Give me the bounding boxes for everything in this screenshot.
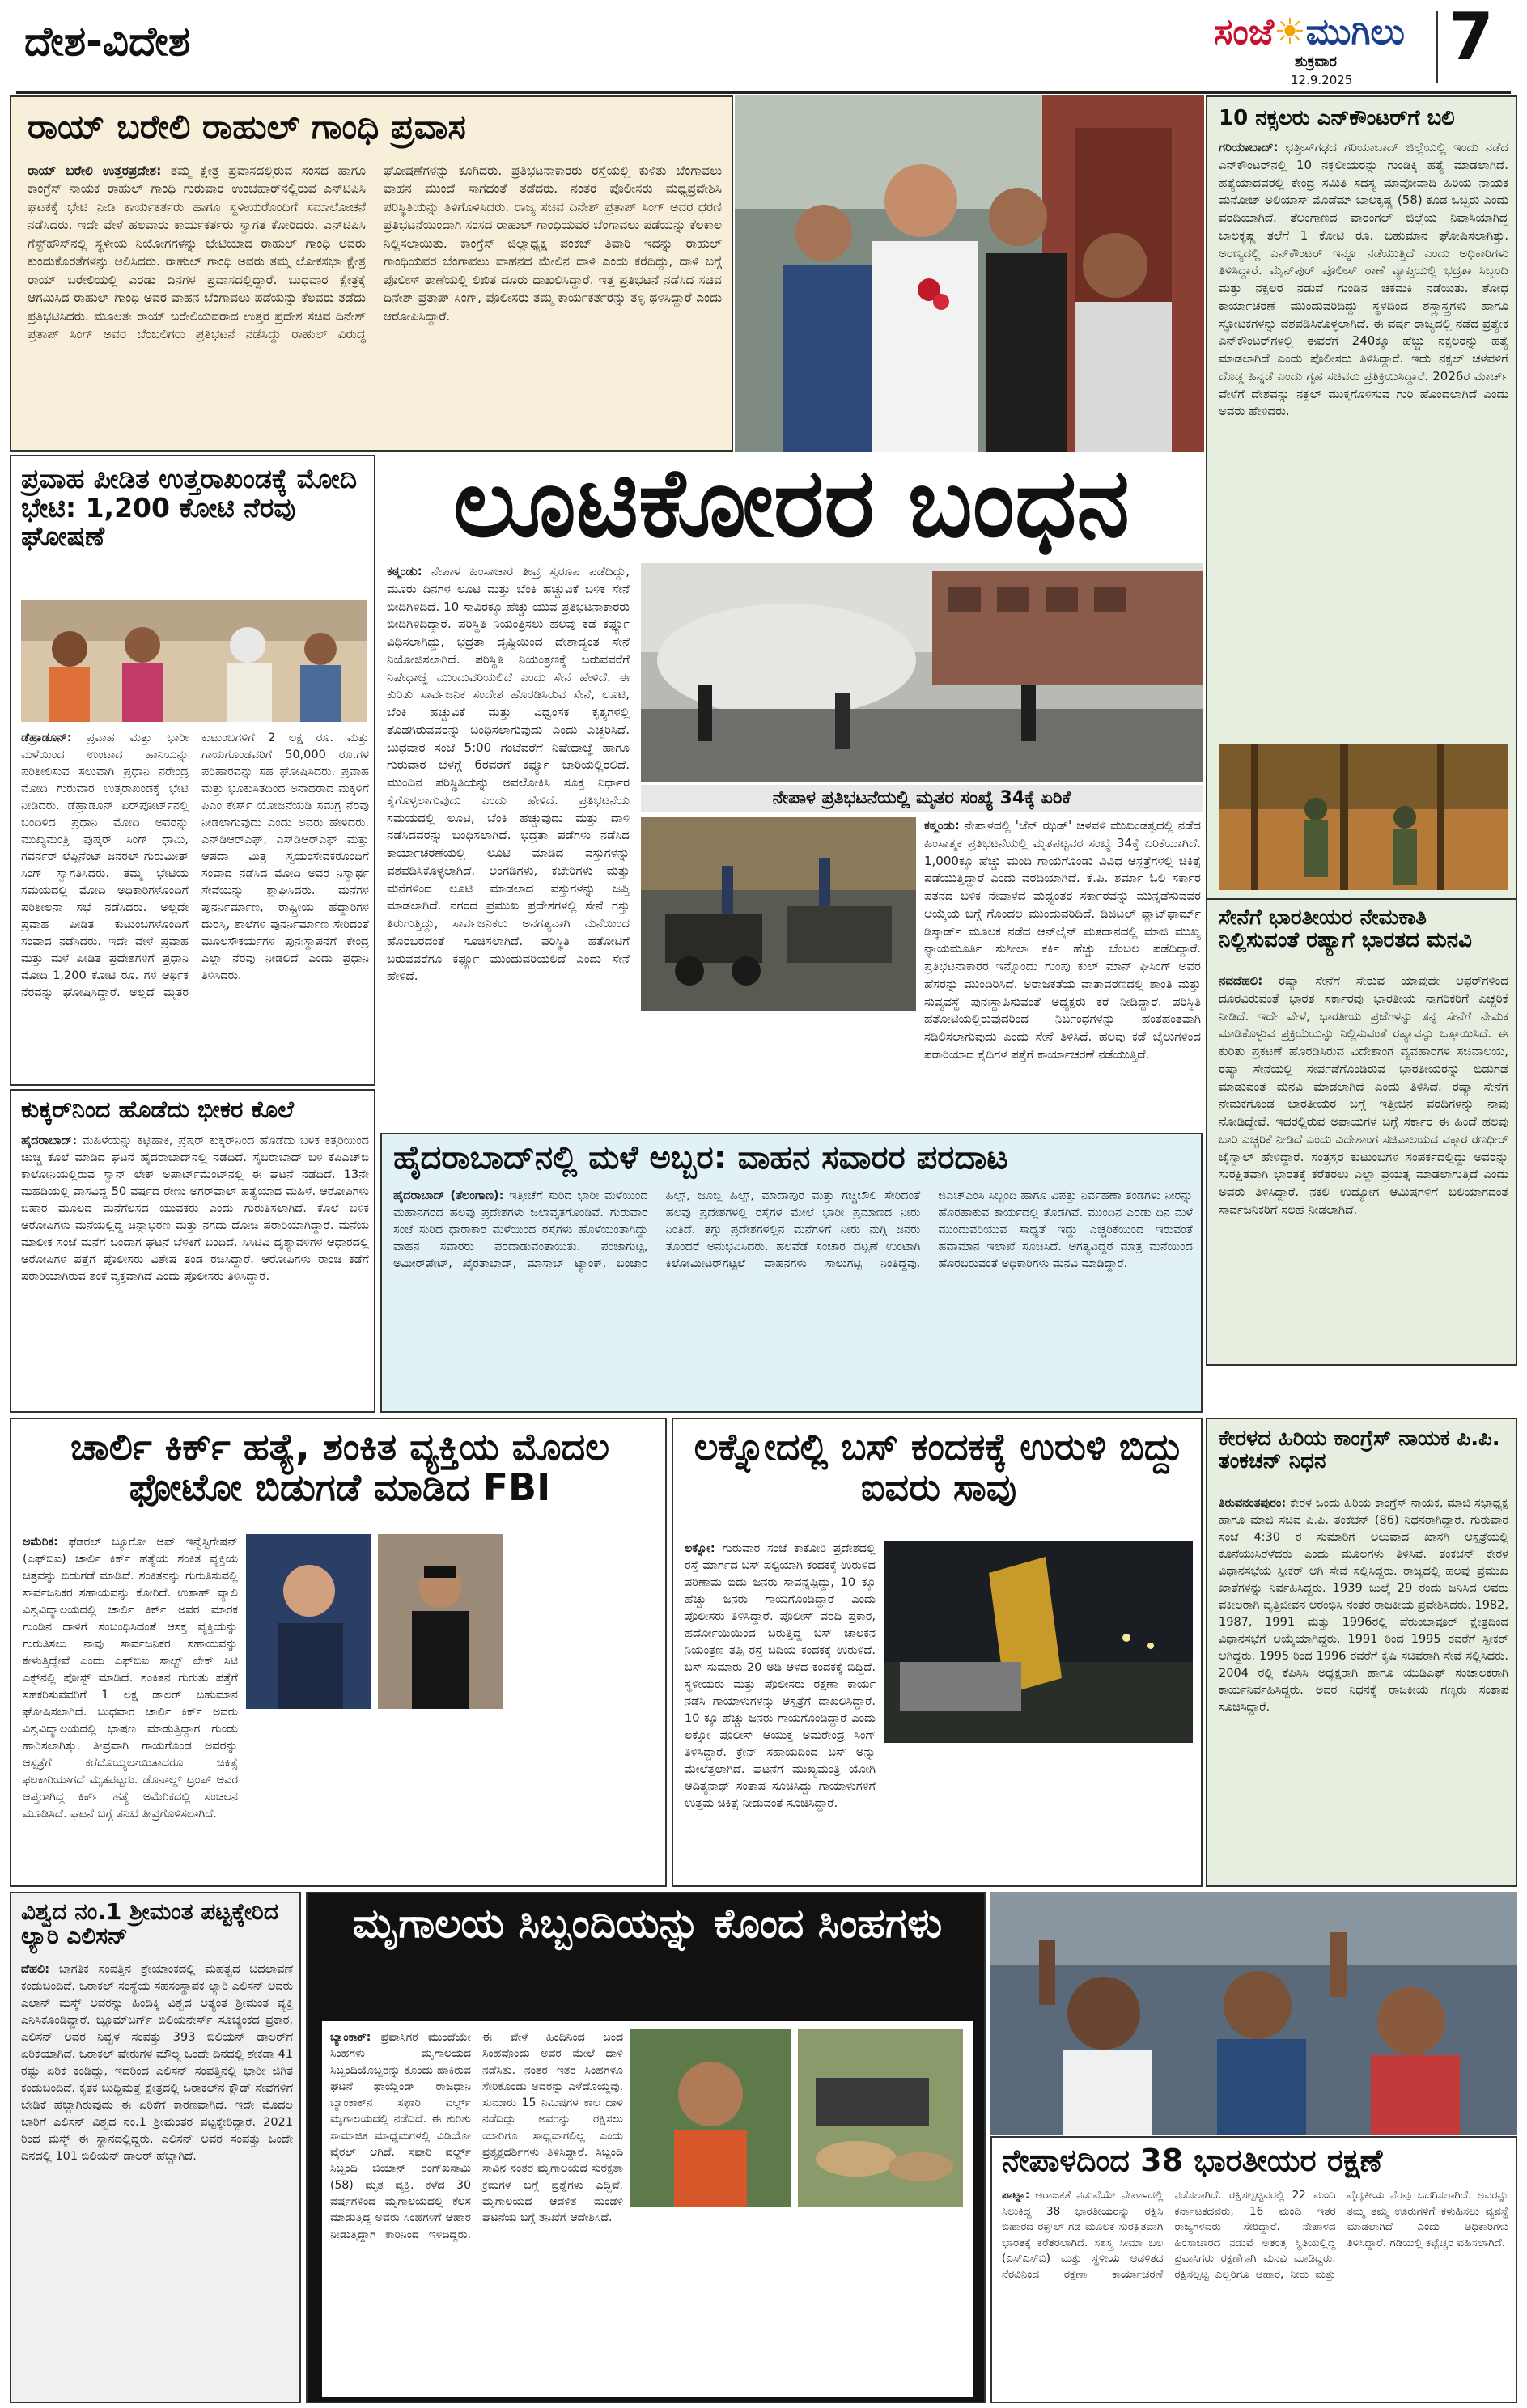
article-modi bbox=[10, 455, 375, 1086]
headline: ವಿಶ್ವದ ನಂ.1 ಶ್ರೀಮಂತ ಪಟ್ಟಕ್ಕೇರಿದ ಲ್ಯಾರಿ ಎಲಿಸನ್ bbox=[21, 1898, 278, 1950]
headline: ಹೈದರಾಬಾದ್‌ನಲ್ಲಿ ಮಳೆ ಅಬ್ಬರ: ವಾಹನ ಸವಾರರ ಪರದಾಟ bbox=[393, 1139, 1008, 1176]
article-zoo bbox=[306, 1892, 986, 2403]
headline-lead: ಲೂಟಿಕೋರರ ಬಂಧನ bbox=[453, 455, 1130, 558]
headline: ಪ್ರವಾಹ ಪೀಡಿತ ಉತ್ತರಾಖಂಡಕ್ಕೆ ಮೋದಿ ಭೇಟಿ: 1,200 ಕೋಟಿ ನೆರವು ಘೋಷಣೆ bbox=[21, 463, 358, 553]
article-ellison bbox=[10, 1892, 301, 2403]
issue-day: ಶುಕ್ರವಾರ bbox=[1295, 53, 1337, 70]
dateline: ಪಾಟ್ನಾ: bbox=[1002, 2189, 1030, 2202]
article-body: ತಿರುವನಂತಪುರಂ: ಕೇರಳ ಒಂದು ಹಿರಿಯ ಕಾಂಗ್ರೆಸ್ ನಾಯಕ, ಮಾಜಿ ಸಭಾಧ್ಯಕ್ಷ ಹಾಗೂ ಮಾಜಿ ಸಚಿವ ಪಿ.ಪಿ. ತಂಕಚನ್ (86) ನಿಧನರಾಗಿದ್ದಾರೆ. ಗುರುವಾರ ಸಂಜೆ 4:30 ರ ಸುಮಾರಿಗೆ ಅಲುವಾದ ಖಾಸಗಿ ಆಸ್ಪತ್ರೆಯಲ್ಲಿ ಕೊನೆಯುಸಿರೆಳೆದರು ಎಂದು ಮೂಲಗಳು ತಿಳಿಸಿವೆ. ತಂಕಚನ್ ಕೇರಳ ವಿಧಾನಸಭೆಯ ಸ್ಪೀಕರ್ ಆಗಿ ಸೇವೆ ಸಲ್ಲಿಸಿದ್ದರು. ರಾಜ್ಯದಲ್ಲಿ ಹಲವು ಪ್ರಮುಖ ಖಾತೆಗಳನ್ನು ನಿರ್ವಹಿಸಿದ್ದರು. 1939 ಜುಲೈ 29 ರಂದು ಜನಿಸಿದ ಅವರು ವಕೀಲರಾಗಿ ವೃತ್ತಿಜೀವನ ಆರಂಭಿಸಿ ನಂತರ ರಾಜಕೀಯ ಪ್ರವೇಶಿಸಿದರು. 1982, 1987, 1991 ಮತ್ತು 1996ರಲ್ಲಿ ಪೆರುಂಬಾವೂರ್ ಕ್ಷೇತ್ರದಿಂದ ವಿಧಾನಸಭೆಗೆ ಆಯ್ಕೆಯಾಗಿದ್ದರು. 1991 ರಿಂದ 1995 ರವರೆಗೆ ಸ್ಪೀಕರ್ ಆಗಿದ್ದರು. 1995 ರಿಂದ 1996 ರವರೆಗೆ ಕೃಷಿ ಸಚಿವರಾಗಿ ಸೇವೆ ಸಲ್ಲಿಸಿದರು. 2004 ರಲ್ಲಿ ಕೆಪಿಸಿಸಿ ಅಧ್ಯಕ್ಷರಾಗಿ ಹಾಗೂ ಯುಡಿಎಫ್ ಸಂಚಾಲಕರಾಗಿ ಕಾರ್ಯನಿರ್ವಹಿಸಿದ್ದರು. ಅವರ ನಿಧನಕ್ಕೆ ರಾಜಕೀಯ ಗಣ್ಯರು ಸಂತಾಪ ಸೂಚಿಸಿದ್ದಾರೆ. bbox=[1219, 1497, 1508, 1715]
article-rescue bbox=[990, 2136, 1517, 2403]
right-column bbox=[1206, 95, 1517, 1366]
dateline: ತಿರುವನಂತಪುರಂ: bbox=[1219, 1497, 1287, 1510]
photo-bus-accident bbox=[884, 1541, 1193, 1743]
article-body: ರಾಯ್ ಬರೇಲಿ ಉತ್ತರಪ್ರದೇಶ: ತಮ್ಮ ಕ್ಷೇತ್ರ ಪ್ರವಾಸದಲ್ಲಿರುವ ಸಂಸದ ಹಾಗೂ ಕಾಂಗ್ರೆಸ್ ನಾಯಕ ರಾಹುಲ್ ಗಾಂಧಿ ಗುರುವಾರ ಉಂಚಹಾರ್‌ನಲ್ಲಿರುವ ಎನ್‌ಟಿಪಿಸಿ ಘಟಕಕ್ಕೆ ಭೇಟಿ ನೀಡಿ ಕಾರ್ಯಕರ್ತರು ಹಾಗೂ ಸ್ಥಳೀಯರೊಂದಿಗೆ ಸಮಾಲೋಚನೆ ನಡೆಸಿದರು. ಇದೇ ವೇಳೆ ಹಲವಾರು ಕಾರ್ಯಕರ್ತರು ಸ್ವಾಗತ ಕೋರಿದರು. ಎನ್‌ಟಿಪಿಸಿ ಗೆಸ್ಟ್‌ಹೌಸ್‌ನಲ್ಲಿ ಸ್ಥಳೀಯ ನಿಯೋಗಗಳನ್ನು ಭೇಟಿಯಾದ ರಾಹುಲ್ ಗಾಂಧಿ ಅವರು ಕುಂದುಕೊರತೆಗಳನ್ನು ಆಲಿಸಿದರು. ರಾಹುಲ್ ಗಾಂಧಿ ಅವರು ತಮ್ಮ ಲೋಕಸಭಾ ಕ್ಷೇತ್ರ ರಾಯ್ ಬರೇಲಿಯಲ್ಲಿ ಎರಡು ದಿನಗಳ ಪ್ರವಾಸದಲ್ಲಿದ್ದಾರೆ. ಬುಧವಾರ ಕ್ಷೇತ್ರಕ್ಕೆ ಆಗಮಿಸಿದ ರಾಹುಲ್ ಗಾಂಧಿ ಅವರ ವಾಹನ ಬೆಂಗಾವಲು ಪಡೆಯನ್ನು ಕೆಲವರು ತಡೆದು ಪ್ರತಿಭಟಿಸಿದರು. ಮೂಲತಃ ರಾಯ್ ಬರೇಲಿಯವರಾದ ಉತ್ತರ ಪ್ರದೇಶ ಸಚಿವ ದಿನೇಶ್ ಪ್ರತಾಪ್ ಸಿಂಗ್ ಅವರ ಬೆಂಬಲಿಗರು ಪ್ರತಿಭಟನೆ ನಡೆಸಿದ್ದು ರಾಹುಲ್ ವಿರುದ್ಧ ಘೋಷಣೆಗಳನ್ನು ಕೂಗಿದರು. ಪ್ರತಿಭಟನಾಕಾರರು ರಸ್ತೆಯಲ್ಲಿ ಕುಳಿತು ಬೆಂಗಾವಲು ವಾಹನ ಮುಂದೆ ಸಾಗದಂತೆ ತಡೆದರು. ನಂತರ ಪೊಲೀಸರು ಮಧ್ಯಪ್ರವೇಶಿಸಿ ಪರಿಸ್ಥಿತಿಯನ್ನು ತಿಳಿಗೊಳಿಸಿದರು. ರಾಜ್ಯ ಸಚಿವ ದಿನೇಶ್ ಪ್ರತಾಪ್ ಸಿಂಗ್ ಅವರ ಧರಣಿ ಪ್ರತಿಭಟನೆಯಿಂದಾಗಿ ಸಂಸದ ರಾಹುಲ್ ಗಾಂಧಿಯವರ ಬೆಂಗಾವಲು ಪಡೆಯನ್ನು ಕೆಲಕಾಲ ನಿಲ್ಲಿಸಲಾಯಿತು. ಕಾಂಗ್ರೆಸ್ ಜಿಲ್ಲಾಧ್ಯಕ್ಷ ಪಂಕಜ್ ತಿವಾರಿ ಇದನ್ನು ರಾಹುಲ್ ಗಾಂಧಿಯವರ ಬೆಂಗಾವಲು ವಾಹನದ ಮೇಲಿನ ದಾಳಿ ಎಂದು ಕರೆದಿದ್ದು, ದಾಳಿ ಬಗ್ಗೆ ಪೊಲೀಸ್ ಠಾಣೆಯಲ್ಲಿ ಲಿಖಿತ ದೂರು ದಾಖಲಿಸಿದ್ದಾರೆ. ಇತ್ತ ಪ್ರತಿಭಟನೆ ನಡೆಸಿದ ಸಚಿವ ದಿನೇಶ್ ಪ್ರತಾಪ್ ಸಿಂಗ್, ಪೊಲೀಸರು ತಮ್ಮ ಕಾರ್ಯಕರ್ತರನ್ನು ತಳ್ಳಿ ಥಳಿಸಿದ್ದಾರೆ ಎಂದು ಆರೋಪಿಸಿದ್ದಾರೆ. bbox=[28, 163, 722, 342]
headline-army: ಸೇನೆಗೆ ಭಾರತೀಯರ ನೇಮಕಾತಿ ನಿಲ್ಲಿಸುವಂತೆ ರಷ್ಯಾಗೆ ಭಾರತದ ಮನವಿ bbox=[1219, 905, 1472, 953]
article-body: ಪಾಟ್ನಾ: ಅರಾಜಕತೆ ನಡುವೆಯೇ ನೇಪಾಳದಲ್ಲಿ ಸಿಲುಕಿದ್ದ 38 ಭಾರತೀಯರನ್ನು ರಕ್ಷಿಸಿ ಬಿಹಾರದ ರಕ್ಸೌಲ್ ಗಡಿ ಮೂಲಕ ಸುರಕ್ಷಿತವಾಗಿ ಭಾರತಕ್ಕೆ ಕರೆತರಲಾಗಿದೆ. ಸಶಸ್ತ್ರ ಸೀಮಾ ಬಲ (ಎಸ್‌ಎಸ್‌ಬಿ) ಮತ್ತು ಸ್ಥಳೀಯ ಆಡಳಿತದ ನೆರವಿನಿಂದ ರಕ್ಷಣಾ ಕಾರ್ಯಾಚರಣೆ ನಡೆಸಲಾಗಿದೆ. ರಕ್ಷಿಸಲ್ಪಟ್ಟವರಲ್ಲಿ 22 ಮಂದಿ ಕರ್ನಾಟಕದವರು, 16 ಮಂದಿ ಇತರ ರಾಜ್ಯಗಳವರು ಸೇರಿದ್ದಾರೆ. ನೇಪಾಳದ ಹಿಂಸಾಚಾರದ ನಡುವೆ ಅತಂತ್ರ ಸ್ಥಿತಿಯಲ್ಲಿದ್ದ ಪ್ರವಾಸಿಗರು ರಕ್ಷಣೆಗಾಗಿ ಮನವಿ ಮಾಡಿದ್ದರು. ರಕ್ಷಿಸಲ್ಪಟ್ಟ ಎಲ್ಲರಿಗೂ ಆಹಾರ, ನೀರು ಮತ್ತು ವೈದ್ಯಕೀಯ ನೆರವು ಒದಗಿಸಲಾಗಿದೆ. ಅವರನ್ನು ತಮ್ಮ ತಮ್ಮ ಊರುಗಳಿಗೆ ಕಳುಹಿಸಲು ವ್ಯವಸ್ಥೆ ಮಾಡಲಾಗಿದೆ ಎಂದು ಅಧಿಕಾರಿಗಳು ತಿಳಿಸಿದ್ದಾರೆ. ಗಡಿಯಲ್ಲಿ ಕಟ್ಟೆಚ್ಚರ ವಹಿಸಲಾಗಿದೆ. bbox=[1002, 2189, 1508, 2281]
headline: ಚಾರ್ಲಿ ಕಿರ್ಕ್ ಹತ್ಯೆ, ಶಂಕಿತ ವ್ಯಕ್ತಿಯ ಮೊದಲ ಫೋಟೋ ಬಿಡುಗಡೆ ಮಾಡಿದ FBI bbox=[70, 1425, 610, 1509]
masthead-divider bbox=[1436, 11, 1438, 83]
headline: ಕೇರಳದ ಹಿರಿಯ ಕಾಂಗ್ರೆಸ್ ನಾಯಕ ಪಿ.ಪಿ. ತಂಕಚನ್ ನಿಧನ bbox=[1219, 1427, 1500, 1474]
photo-fbi-suspect bbox=[246, 1534, 503, 1709]
article-body-nepal: ಕಠ್ಮಂಡು: ನೇಪಾಳ ಹಿಂಸಾಚಾರ ತೀವ್ರ ಸ್ವರೂಪ ಪಡೆದಿದ್ದು, ಮೂರು ದಿನಗಳ ಲೂಟಿ ಮತ್ತು ಬೆಂಕಿ ಹಚ್ಚುವಿಕೆ ಬಳಿಕ ಸೇನೆ ಬೀದಿಗಿಳಿದಿದೆ. 10 ಸಾವಿರಕ್ಕೂ ಹೆಚ್ಚು ಯುವ ಪ್ರತಿಭಟನಾಕಾರರು ಬೀದಿಗಿಳಿದಿದ್ದಾರೆ. ಪರಿಸ್ಥಿತಿ ನಿಯಂತ್ರಿಸಲು ಹಲವು ಕಡೆ ಕರ್ಫ್ಯೂ ವಿಧಿಸಲಾಗಿದ್ದು, ಭದ್ರತಾ ದೃಷ್ಟಿಯಿಂದ ದೇಶಾದ್ಯಂತ ಸೇನೆ ನಿಯೋಜಿಸಲಾಗಿದೆ. ಪರಿಸ್ಥಿತಿ ನಿಯಂತ್ರಣಕ್ಕೆ ಬರುವವರೆಗೆ ನಿಷೇಧಾಜ್ಞೆ ಮುಂದುವರಿಯಲಿದೆ ಎಂದು ಸೇನೆ ಹೇಳಿದೆ. ಈ ಕುರಿತು ಸಾರ್ವಜನಿಕ ಸಂದೇಶ ಹೊರಡಿಸಿರುವ ಸೇನೆ, ಲೂಟಿ, ಬೆಂಕಿ ಹಚ್ಚುವಿಕೆ ಮತ್ತು ವಿಧ್ವಂಸಕ ಕೃತ್ಯಗಳಲ್ಲಿ ತೊಡಗಿರುವವರನ್ನು ಬಂಧಿಸಲಾಗುವುದು ಎಂದು ಎಚ್ಚರಿಸಿದೆ. ಬುಧವಾರ ಸಂಜೆ 5:00 ಗಂಟೆವರೆಗೆ ನಿಷೇಧಾಜ್ಞೆ ಹಾಗೂ ಗುರುವಾರ ಬೆಳಗ್ಗೆ 6ರವರೆಗೆ ಕರ್ಫ್ಯೂ ಜಾರಿಯಲ್ಲಿರಲಿದೆ. ಮುಂದಿನ ಪರಿಸ್ಥಿತಿಯನ್ನು ಅವಲೋಕಿಸಿ ಸೂಕ್ತ ನಿರ್ಧಾರ ಕೈಗೊಳ್ಳಲಾಗುವುದು ಎಂದು ಹೇಳಿದೆ. ಪ್ರತಿಭಟನೆಯ ಸಮಯದಲ್ಲಿ ಲೂಟಿ, ಬೆಂಕಿ ಹಚ್ಚುವುದು ಮತ್ತು ದಾಳಿ ನಡೆಸಿದವರನ್ನು ಬಂಧಿಸಲಾಗಿದೆ. ಭದ್ರತಾ ಪಡೆಗಳು ನಡೆಸಿದ ಕಾರ್ಯಾಚರಣೆಯಲ್ಲಿ ಲೂಟಿ ಮಾಡಿದ ವಸ್ತುಗಳನ್ನು ವಶಪಡಿಸಿಕೊಳ್ಳಲಾಗಿದೆ. ಅಂಗಡಿಗಳು, ಕಚೇರಿಗಳು ಮತ್ತು ಮನೆಗಳಿಂದ ಲೂಟಿ ಮಾಡಲಾದ ವಸ್ತುಗಳನ್ನು ಜಪ್ತಿ ಮಾಡಲಾಗಿದೆ. ನಗರದ ಪ್ರಮುಖ ಪ್ರದೇಶಗಳಲ್ಲಿ ಸೇನೆ ಗಸ್ತು ತಿರುಗುತ್ತಿದ್ದು, ಸಾರ್ವಜನಿಕರು ಅನಗತ್ಯವಾಗಿ ಮನೆಯಿಂದ ಹೊರಬರದಂತೆ ಸೂಚಿಸಲಾಗಿದೆ. ಪರಿಸ್ಥಿತಿ ಹತೋಟಿಗೆ ಬರುವವರೆಗೂ ಕರ್ಫ್ಯೂ ಮುಂದುವರಿಯಲಿದೆ ಎಂದು ಸೇನೆ ಹೇಳಿದೆ. bbox=[387, 564, 630, 984]
photo-rescued-indians bbox=[990, 1892, 1517, 2135]
section-title: ದೇಶ-ವಿದೇಶ bbox=[24, 18, 191, 65]
headline: ರಾಯ್ ಬರೇಲಿ ರಾಹುಲ್ ಗಾಂಧಿ ಪ್ರವಾಸ bbox=[28, 107, 466, 146]
newspaper-logo bbox=[1214, 11, 1432, 86]
page-number: 7 bbox=[1449, 5, 1494, 70]
dateline: ಕಠ್ಮಂಡು: bbox=[924, 818, 960, 833]
logo-second: ಮುಗಿಲು bbox=[1305, 11, 1406, 53]
article-body: ಬ್ಯಾಂಕಾಕ್: ಪ್ರವಾಸಿಗರ ಮುಂದೆಯೇ ಸಿಂಹಗಳು ಮೃಗಾಲಯದ ಸಿಬ್ಬಂದಿಯೊಬ್ಬರನ್ನು ಕೊಂದು ಹಾಕಿರುವ ಘಟನೆ ಥಾಯ್ಲೆಂಡ್ ರಾಜಧಾನಿ ಬ್ಯಾಂಕಾಕ್‌ನ ಸಫಾರಿ ವರ್ಲ್ಡ್ ಮೃಗಾಲಯದಲ್ಲಿ ನಡೆದಿದೆ. ಈ ಕುರಿತು ಸಾಮಾಜಿಕ ಮಾಧ್ಯಮಗಳಲ್ಲಿ ವಿಡಿಯೋ ವೈರಲ್ ಆಗಿದೆ. ಸಫಾರಿ ವರ್ಲ್ಡ್ ಸಿಬ್ಬಂದಿ ಜಿಯಾನ್ ರಂಗ್‌ಖಸಾಮಿ (58) ಮೃತ ವ್ಯಕ್ತಿ. ಕಳೆದ 30 ವರ್ಷಗಳಿಂದ ಮೃಗಾಲಯದಲ್ಲಿ ಕೆಲಸ ಮಾಡುತ್ತಿದ್ದ ಅವರು ಸಿಂಹಗಳಿಗೆ ಆಹಾರ ನೀಡುತ್ತಿದ್ದಾಗ ಕಾರಿನಿಂದ ಇಳಿದಿದ್ದರು. ಈ ವೇಳೆ ಹಿಂದಿನಿಂದ ಬಂದ ಸಿಂಹವೊಂದು ಅವರ ಮೇಲೆ ದಾಳಿ ನಡೆಸಿತು. ನಂತರ ಇತರ ಸಿಂಹಗಳೂ ಸೇರಿಕೊಂಡು ಅವರನ್ನು ಎಳೆದೊಯ್ದವು. ಸುಮಾರು 15 ನಿಮಿಷಗಳ ಕಾಲ ದಾಳಿ ನಡೆದಿದ್ದು ಅವರನ್ನು ರಕ್ಷಿಸಲು ಯಾರಿಗೂ ಸಾಧ್ಯವಾಗಲಿಲ್ಲ ಎಂದು ಪ್ರತ್ಯಕ್ಷದರ್ಶಿಗಳು ತಿಳಿಸಿದ್ದಾರೆ. ಸಿಬ್ಬಂದಿ ಸಾವಿನ ನಂತರ ಮೃಗಾಲಯದ ಸುರಕ್ಷತಾ ಕ್ರಮಗಳ ಬಗ್ಗೆ ಪ್ರಶ್ನೆಗಳು ಎದ್ದಿವೆ. ಮೃಗಾಲಯದ ಆಡಳಿತ ಮಂಡಳಿ ಘಟನೆಯ ಬಗ್ಗೆ ತನಿಖೆಗೆ ಆದೇಶಿಸಿದೆ. bbox=[330, 2031, 623, 2241]
masthead-rule bbox=[16, 91, 1511, 94]
article-body: ಡೆಹ್ರಾಡೂನ್: ಪ್ರವಾಹ ಮತ್ತು ಭಾರೀ ಮಳೆಯಿಂದ ಉಂಟಾದ ಹಾನಿಯನ್ನು ಪರಿಶೀಲಿಸುವ ಸಲುವಾಗಿ ಪ್ರಧಾನಿ ನರೇಂದ್ರ ಮೋದಿ ಗುರುವಾರ ಉತ್ತರಾಖಂಡಕ್ಕೆ ಭೇಟಿ ನೀಡಿದರು. ಡೆಹ್ರಾಡೂನ್ ಏರ್‌ಪೋರ್ಟ್‌ನಲ್ಲಿ ಬಂದಿಳಿದ ಪ್ರಧಾನಿ ಮೋದಿ ಅವರನ್ನು ಮುಖ್ಯಮಂತ್ರಿ ಪುಷ್ಕರ್ ಸಿಂಗ್ ಧಾಮಿ, ಗವರ್ನರ್ ಲೆಫ್ಟಿನೆಂಟ್ ಜನರಲ್ ಗುರುಮೀತ್ ಸಿಂಗ್ ಸ್ವಾಗತಿಸಿದರು. ತಮ್ಮ ಭೇಟಿಯ ಸಮಯದಲ್ಲಿ ಮೋದಿ ಅಧಿಕಾರಿಗಳೊಂದಿಗೆ ಪರಿಶೀಲನಾ ಸಭೆ ನಡೆಸಿದರು. ಅಲ್ಲದೇ ಪ್ರವಾಹ ಪೀಡಿತ ಕುಟುಂಬಗಳೊಂದಿಗೆ ಸಂವಾದ ನಡೆಸಿದರು. ಇದೇ ವೇಳೆ ಪ್ರವಾಹ ಮತ್ತು ಮಳೆ ಪೀಡಿತ ಪ್ರದೇಶಗಳಿಗೆ ಪ್ರಧಾನಿ ಮೋದಿ 1,200 ಕೋಟಿ ರೂ. ಗಳ ಆರ್ಥಿಕ ನೆರವನ್ನು ಘೋಷಿಸಿದ್ದಾರೆ. ಅಲ್ಲದೆ ಮೃತರ ಕುಟುಂಬಗಳಿಗೆ 2 ಲಕ್ಷ ರೂ. ಮತ್ತು ಗಾಯಗೊಂಡವರಿಗೆ 50,000 ರೂ.ಗಳ ಪರಿಹಾರವನ್ನು ಸಹ ಘೋಷಿಸಿದರು. ಪ್ರವಾಹ ಮತ್ತು ಭೂಕುಸಿತದಿಂದ ಅನಾಥರಾದ ಮಕ್ಕಳಿಗೆ ಪಿಎಂ ಕೇರ್ಸ್ ಯೋಜನೆಯಡಿ ಸಮಗ್ರ ನೆರವು ನೀಡಲಾಗುವುದು ಎಂದು ಅವರು ಹೇಳಿದರು. ಎನ್‌ಡಿಆರ್‌ಎಫ್, ಎಸ್‌ಡಿಆರ್‌ಎಫ್ ಮತ್ತು ಆಪದಾ ಮಿತ್ರ ಸ್ವಯಂಸೇವಕರೊಂದಿಗೆ ಸಂವಾದ ನಡೆಸಿದ ಮೋದಿ ಅವರ ನಿಸ್ವಾರ್ಥ ಸೇವೆಯನ್ನು ಶ್ಲಾಘಿಸಿದರು. ಮನೆಗಳ ಪುನರ್ನಿರ್ಮಾಣ, ರಾಷ್ಟ್ರೀಯ ಹೆದ್ದಾರಿಗಳ ದುರಸ್ತಿ, ಶಾಲೆಗಳ ಪುನರ್ನಿರ್ಮಾಣ ಸೇರಿದಂತೆ ಮೂಲಸೌಕರ್ಯಗಳ ಪುನಃಸ್ಥಾಪನೆಗೆ ಕೇಂದ್ರ ಎಲ್ಲಾ ನೆರವು ನೀಡಲಿದೆ ಎಂದು ಪ್ರಧಾನಿ ತಿಳಿಸಿದರು. bbox=[21, 731, 369, 1000]
article-fbi bbox=[10, 1418, 667, 1887]
article-hyd-rain bbox=[380, 1133, 1203, 1413]
photo-nepal-protest bbox=[641, 563, 1203, 782]
article-lucknow bbox=[672, 1418, 1203, 1887]
issue-date: 12.9.2025 bbox=[1291, 73, 1353, 86]
logo-main: ಸಂಜೆ bbox=[1214, 11, 1275, 53]
headline-encounter: 10 ನಕ್ಸಲರು ಎನ್‌ಕೌಂಟರ್‌ಗೆ ಬಲಿ bbox=[1219, 106, 1455, 130]
article-body: ಅಮೆರಿಕ: ಫೆಡರಲ್ ಬ್ಯೂರೋ ಆಫ್ ಇನ್ವೆಸ್ಟಿಗೇಷನ್ (ಎಫ್‌ಬಿಐ) ಚಾರ್ಲಿ ಕಿರ್ಕ್ ಹತ್ಯೆಯ ಶಂಕಿತ ವ್ಯಕ್ತಿಯ ಚಿತ್ರವನ್ನು ಬಿಡುಗಡೆ ಮಾಡಿದೆ. ಶಂಕಿತನನ್ನು ಗುರುತಿಸುವಲ್ಲಿ ಸಾರ್ವಜನಿಕರ ಸಹಾಯವನ್ನು ಕೋರಿದೆ. ಉತಾಹ್ ವ್ಯಾಲಿ ವಿಶ್ವವಿದ್ಯಾಲಯದಲ್ಲಿ ಚಾರ್ಲಿ ಕಿರ್ಕ್ ಅವರ ಮಾರಕ ಗುಂಡಿನ ದಾಳಿಗೆ ಸಂಬಂಧಿಸಿದಂತೆ ಆಸಕ್ತ ವ್ಯಕ್ತಿಯನ್ನು ಗುರುತಿಸಲು ನಾವು ಸಾರ್ವಜನಿಕರ ಸಹಾಯವನ್ನು ಕೇಳುತ್ತಿದ್ದೇವೆ ಎಂದು ಎಫ್‌ಬಿಐ ಸಾಲ್ಟ್ ಲೇಕ್ ಸಿಟಿ ಎಕ್ಸ್‌ನಲ್ಲಿ ಪೋಸ್ಟ್ ಮಾಡಿದೆ. ಶಂಕಿತನ ಗುರುತು ಪತ್ತೆಗೆ ಸಹಕರಿಸುವವರಿಗೆ 1 ಲಕ್ಷ ಡಾಲರ್ ಬಹುಮಾನ ಘೋಷಿಸಲಾಗಿದೆ. ಬುಧವಾರ ಚಾರ್ಲಿ ಕಿರ್ಕ್ ಅವರು ವಿಶ್ವವಿದ್ಯಾಲಯದಲ್ಲಿ ಭಾಷಣ ಮಾಡುತ್ತಿದ್ದಾಗ ಗುಂಡು ಹಾರಿಸಲಾಗಿತ್ತು. ತೀವ್ರವಾಗಿ ಗಾಯಗೊಂಡ ಅವರನ್ನು ಆಸ್ಪತ್ರೆಗೆ ಕರೆದೊಯ್ಯಲಾಯಿತಾದರೂ ಚಿಕಿತ್ಸೆ ಫಲಕಾರಿಯಾಗದೆ ಮೃತಪಟ್ಟರು. ಡೊನಾಲ್ಡ್ ಟ್ರಂಪ್ ಅವರ ಆಪ್ತರಾಗಿದ್ದ ಕಿರ್ಕ್ ಹತ್ಯೆ ಅಮೆರಿಕದಲ್ಲಿ ಸಂಚಲನ ಮೂಡಿಸಿದೆ. ಘಟನೆ ಬಗ್ಗೆ ತನಿಖೆ ತೀವ್ರಗೊಳಿಸಲಾಗಿದೆ. bbox=[23, 1536, 239, 1821]
article-body-nepal-deaths: ಕಠ್ಮಂಡು: ನೇಪಾಳದಲ್ಲಿ 'ಜೆನ್ ಝಡ್' ಚಳವಳಿ ಮುಖಂಡತ್ವದಲ್ಲಿ ನಡೆದ ಹಿಂಸಾತ್ಮಕ ಪ್ರತಿಭಟನೆಯಲ್ಲಿ ಮೃತಪಟ್ಟವರ ಸಂಖ್ಯೆ 34ಕ್ಕೆ ಏರಿಕೆಯಾಗಿದೆ. 1,000ಕ್ಕೂ ಹೆಚ್ಚು ಮಂದಿ ಗಾಯಗೊಂಡು ವಿವಿಧ ಆಸ್ಪತ್ರೆಗಳಲ್ಲಿ ಚಿಕಿತ್ಸೆ ಪಡೆಯುತ್ತಿದ್ದಾರೆ ಎಂದು ವರದಿಯಾಗಿದೆ. ಕೆ.ಪಿ. ಶರ್ಮಾ ಓಲಿ ಸರ್ಕಾರ ಪತನದ ಬಳಿಕ ನೇಪಾಳದ ಮಧ್ಯಂತರ ಸರ್ಕಾರವನ್ನು ಮುನ್ನಡೆಸುವವರ ಆಯ್ಕೆಯ ಬಗ್ಗೆ ಗೊಂದಲ ಮುಂದುವರಿದಿದೆ. ಡಿಜಿಟಲ್ ಪ್ಲಾಟ್‌ಫಾರ್ಮ್ ಡಿಸ್ಕಾರ್ಡ್ ಮೂಲಕ ನಡೆದ ಆನ್‌ಲೈನ್ ಮತದಾನದಲ್ಲಿ ಮಾಜಿ ಮುಖ್ಯ ನ್ಯಾಯಮೂರ್ತಿ ಸುಶೀಲಾ ಕರ್ಕಿ ಹೆಚ್ಚು ಬೆಂಬಲ ಪಡೆದಿದ್ದಾರೆ. ಪ್ರತಿಭಟನಾಕಾರರ ಇನ್ನೊಂದು ಗುಂಪು ಕುಲ್ ಮಾನ್ ಘಿಸಿಂಗ್ ಅವರ ಹೆಸರನ್ನು ಮುಂದಿರಿಸಿದೆ. ಅರಾಜಕತೆಯ ವಾತಾವರಣದಲ್ಲಿ ಶಾಂತಿ ಮತ್ತು ಸುವ್ಯವಸ್ಥೆ ಪುನಃಸ್ಥಾಪಿಸುವಂತೆ ಅಧ್ಯಕ್ಷರು ಕರೆ ನೀಡಿದ್ದಾರೆ. ಪರಿಸ್ಥಿತಿ ಹತೋಟಿಯಲ್ಲಿರುವುದರಿಂದ ನಿರ್ಬಂಧಗಳನ್ನು ಹಂತಹಂತವಾಗಿ ಸಡಿಲಿಸಲಾಗುವುದು ಎಂದು ಸೇನೆ ತಿಳಿಸಿದೆ. ಹಲವು ಕಡೆ ಜೈಲುಗಳಿಂದ ಪರಾರಿಯಾದ ಕೈದಿಗಳ ಪತ್ತೆಗೆ ಕಾರ್ಯಾಚರಣೆ ನಡೆಯುತ್ತಿದೆ. bbox=[924, 818, 1201, 1062]
headline: ನೇಪಾಳದಿಂದ 38 ಭಾರತೀಯರ ರಕ್ಷಣೆ bbox=[1002, 2143, 1383, 2178]
photo-nepal-burned bbox=[641, 817, 916, 1011]
photo-modi-visit bbox=[21, 600, 367, 722]
dateline: ಹೈದರಾಬಾದ್ (ತೆಲಂಗಾಣ): bbox=[393, 1189, 504, 1202]
article-thankachan bbox=[1206, 1418, 1517, 1887]
photo-security-forces bbox=[1219, 744, 1508, 890]
article-cooker bbox=[10, 1089, 375, 1413]
dateline: ದೆಹಲಿ: bbox=[21, 1963, 50, 1976]
headline: ಮೃಗಾಲಯ ಸಿಬ್ಬಂದಿಯನ್ನು ಕೊಂದ ಸಿಂಹಗಳು bbox=[352, 1900, 943, 1947]
divider bbox=[1207, 898, 1516, 900]
article-body-encounter: ಗರಿಯಾಬಾದ್: ಛತ್ತೀಸ್‌ಗಢದ ಗರಿಯಾಬಾದ್ ಜಿಲ್ಲೆಯಲ್ಲಿ ಇಂದು ನಡೆದ ಎನ್‌ಕೌಂಟರ್‌ನಲ್ಲಿ 10 ನಕ್ಸಲೀಯರನ್ನು ಗುಂಡಿಕ್ಕಿ ಹತ್ಯೆ ಮಾಡಲಾಗಿದೆ. ಹತ್ಯೆಯಾದವರಲ್ಲಿ ಕೇಂದ್ರ ಸಮಿತಿ ಸದಸ್ಯ ಮಾವೋವಾದಿ ಹಿರಿಯ ನಾಯಕ ಮನೋಜ್ ಅಲಿಯಾಸ್ ಮೊಡೆಮ್ ಬಾಲಕೃಷ್ಣ (58) ಕೂಡ ಒಬ್ಬರು ಎಂದು ವರದಿಯಾಗಿದೆ. ತೆಲಂಗಾಣದ ವಾರಂಗಲ್ ಜಿಲ್ಲೆಯ ನಿವಾಸಿಯಾಗಿದ್ದ ಬಾಲಕೃಷ್ಣ ತಲೆಗೆ 1 ಕೋಟಿ ರೂ. ಬಹುಮಾನ ಘೋಷಿಸಲಾಗಿತ್ತು. ಅರಣ್ಯದಲ್ಲಿ ಎನ್‌ಕೌಂಟರ್ ಇನ್ನೂ ನಡೆಯುತ್ತಿದೆ ಎಂದು ಅಧಿಕಾರಿಗಳು ತಿಳಿಸಿದ್ದಾರೆ. ಮೈನ್‌ಪುರ್ ಪೊಲೀಸ್ ಠಾಣೆ ವ್ಯಾಪ್ತಿಯಲ್ಲಿ ಭದ್ರತಾ ಸಿಬ್ಬಂದಿ ಮತ್ತು ನಕ್ಸಲರ ನಡುವೆ ಗುಂಡಿನ ಚಕಮಕಿ ನಡೆಯಿತು. ಶೋಧ ಕಾರ್ಯಾಚರಣೆ ಮುಂದುವರಿದಿದ್ದು ಸ್ಥಳದಿಂದ ಶಸ್ತ್ರಾಸ್ತ್ರಗಳು ಹಾಗೂ ಸ್ಫೋಟಕಗಳನ್ನು ವಶಪಡಿಸಿಕೊಳ್ಳಲಾಗಿದೆ. ಈ ವರ್ಷ ರಾಜ್ಯದಲ್ಲಿ ನಡೆದ ಪ್ರತ್ಯೇಕ ಎನ್‌ಕೌಂಟರ್‌ಗಳಲ್ಲಿ ಈವರೆಗೆ 240ಕ್ಕೂ ಹೆಚ್ಚು ನಕ್ಸಲರನ್ನು ಹತ್ಯೆ ಮಾಡಲಾಗಿದೆ ಎಂದು ಪೊಲೀಸರು ತಿಳಿಸಿದ್ದಾರೆ. ಇದು ನಕ್ಸಲ್ ಚಳವಳಿಗೆ ದೊಡ್ಡ ಹಿನ್ನಡೆ ಎಂದು ಗೃಹ ಸಚಿವರು ಪ್ರತಿಕ್ರಿಯಿಸಿದ್ದಾರೆ. 2026ರ ಮಾರ್ಚ್ ವೇಳೆಗೆ ದೇಶವನ್ನು ನಕ್ಸಲ್ ಮುಕ್ತಗೊಳಿಸುವ ಗುರಿ ಹೊಂದಲಾಗಿದೆ ಎಂದು ಅವರು ಹೇಳಿದರು. bbox=[1219, 140, 1508, 419]
sun-icon: ☀ bbox=[1274, 11, 1306, 53]
dateline: ಡೆಹ್ರಾಡೂನ್: bbox=[21, 731, 72, 744]
dateline: ಹೈದರಾಬಾದ್: bbox=[21, 1134, 78, 1147]
dateline: ಲಕ್ನೋ: bbox=[685, 1542, 715, 1555]
dateline: ಕಠ್ಮಂಡು: bbox=[387, 564, 422, 579]
article-body: ಲಕ್ನೋ: ಗುರುವಾರ ಸಂಜೆ ಕಾಕೋರಿ ಪ್ರದೇಶದಲ್ಲಿ ರಸ್ತೆ ಮಾರ್ಗದ ಬಸ್ ಪಲ್ಟಿಯಾಗಿ ಕಂದಕಕ್ಕೆ ಉರುಳಿದ ಪರಿಣಾಮ ಐದು ಜನರು ಸಾವನ್ನಪ್ಪಿದ್ದು, 10 ಕ್ಕೂ ಹೆಚ್ಚು ಜನರು ಗಾಯಗೊಂಡಿದ್ದಾರೆ ಎಂದು ಪೊಲೀಸರು ತಿಳಿಸಿದ್ದಾರೆ. ಪೊಲೀಸ್ ವರದಿ ಪ್ರಕಾರ, ಹರ್ದೋಯಿಯಿಂದ ಬರುತ್ತಿದ್ದ ಬಸ್ ಚಾಲಕನ ನಿಯಂತ್ರಣ ತಪ್ಪಿ ರಸ್ತೆ ಬದಿಯ ಕಂದಕಕ್ಕೆ ಉರುಳಿದೆ. ಬಸ್ ಸುಮಾರು 20 ಅಡಿ ಆಳದ ಕಂದಕಕ್ಕೆ ಬಿದ್ದಿದೆ. ಸ್ಥಳೀಯರು ಮತ್ತು ಪೊಲೀಸರು ರಕ್ಷಣಾ ಕಾರ್ಯ ನಡೆಸಿ ಗಾಯಾಳುಗಳನ್ನು ಆಸ್ಪತ್ರೆಗೆ ದಾಖಲಿಸಿದ್ದಾರೆ. 10 ಕ್ಕೂ ಹೆಚ್ಚು ಜನರು ಗಾಯಗೊಂಡಿದ್ದಾರೆ ಎಂದು ಲಕ್ನೋ ಪೊಲೀಸ್ ಆಯುಕ್ತ ಅಮರೇಂದ್ರ ಸಿಂಗ್ ತಿಳಿಸಿದ್ದಾರೆ. ಕ್ರೇನ್ ಸಹಾಯದಿಂದ ಬಸ್ ಅನ್ನು ಮೇಲೆತ್ತಲಾಗಿದೆ. ಘಟನೆಗೆ ಮುಖ್ಯಮಂತ್ರಿ ಯೋಗಿ ಆದಿತ್ಯನಾಥ್ ಸಂತಾಪ ಸೂಚಿಸಿದ್ದು ಗಾಯಾಳುಗಳಿಗೆ ಉತ್ತಮ ಚಿಕಿತ್ಸೆ ನೀಡುವಂತೆ ಸೂಚಿಸಿದ್ದಾರೆ. bbox=[685, 1542, 876, 1811]
dateline: ರಾಯ್ ಬರೇಲಿ ಉತ್ತರಪ್ರದೇಶ: bbox=[28, 163, 162, 178]
article-body: ಹೈದರಾಬಾದ್: ಮಹಿಳೆಯನ್ನು ಕಟ್ಟಿಹಾಕಿ, ಪ್ರೆಷರ್ ಕುಕ್ಕರ್‌ನಿಂದ ಹೊಡೆದು ಬಳಿಕ ಕತ್ತರಿಯಿಂದ ಚುಚ್ಚಿ ಕೊಲೆ ಮಾಡಿದ ಘಟನೆ ಹೈದರಾಬಾದ್‌ನಲ್ಲಿ ನಡೆದಿದೆ. ಸೈಬರಾಬಾದ್ ಬಳಿ ಕೆಪಿಎಚ್‌ಬಿ ಕಾಲೋನಿಯಲ್ಲಿರುವ ಸ್ವಾನ್ ಲೇಕ್ ಅಪಾರ್ಟ್‌ಮೆಂಟ್‌ನಲ್ಲಿ ಈ ಘಟನೆ ನಡೆದಿದೆ. 13ನೇ ಮಹಡಿಯಲ್ಲಿ ವಾಸವಿದ್ದ 50 ವರ್ಷದ ರೇಣು ಅಗರ್‌ವಾಲ್ ಹತ್ಯೆಯಾದ ಮಹಿಳೆ. ಆರೋಪಿಗಳು ಬಿಹಾರ ಮೂಲದ ಮನೆಗೆಲಸದ ಯುವಕರು ಎಂದು ಗುರುತಿಸಲಾಗಿದೆ. ಕೊಲೆ ಬಳಿಕ ಆರೋಪಿಗಳು ಮನೆಯಲ್ಲಿದ್ದ ಚಿನ್ನಾಭರಣ ಮತ್ತು ನಗದು ದೋಚಿ ಪರಾರಿಯಾಗಿದ್ದಾರೆ. ಮನೆಯ ಮಾಲೀಕ ಸಂಜೆ ಮನೆಗೆ ಬಂದಾಗ ಘಟನೆ ಬೆಳಕಿಗೆ ಬಂದಿದೆ. ಸಿಸಿಟಿವಿ ದೃಶ್ಯಾವಳಿಗಳ ಆಧಾರದಲ್ಲಿ ಆರೋಪಿಗಳ ಪತ್ತೆಗೆ ಪೊಲೀಸರು ವಿಶೇಷ ತಂಡ ರಚಿಸಿದ್ದಾರೆ. ಆರೋಪಿಗಳು ರಾಂಚಿ ಕಡೆಗೆ ಪರಾರಿಯಾಗಿರುವ ಶಂಕೆ ವ್ಯಕ್ತವಾಗಿದೆ ಎಂದು ಪೊಲೀಸರು ತಿಳಿಸಿದ್ದಾರೆ. bbox=[21, 1134, 369, 1284]
nepal-headline-area bbox=[380, 455, 1203, 560]
article-body: ದೆಹಲಿ: ಜಾಗತಿಕ ಸಂಪತ್ತಿನ ಶ್ರೇಯಾಂಕದಲ್ಲಿ ಮಹತ್ವದ ಬದಲಾವಣೆ ಕಂಡುಬಂದಿದೆ. ಒರಾಕಲ್ ಸಂಸ್ಥೆಯ ಸಹಸಂಸ್ಥಾಪಕ ಲ್ಯಾರಿ ಎಲಿಸನ್ ಅವರು ಎಲಾನ್ ಮಸ್ಕ್ ಅವರನ್ನು ಹಿಂದಿಕ್ಕಿ ವಿಶ್ವದ ಅತ್ಯಂತ ಶ್ರೀಮಂತ ವ್ಯಕ್ತಿ ಎನಿಸಿಕೊಂಡಿದ್ದಾರೆ. ಬ್ಲೂಮ್‌ಬರ್ಗ್ ಬಿಲಿಯನೇರ್ಸ್ ಸೂಚ್ಯಂಕದ ಪ್ರಕಾರ, ಎಲಿಸನ್ ಅವರ ನಿವ್ವಳ ಸಂಪತ್ತು 393 ಬಿಲಿಯನ್ ಡಾಲರ್‌ಗೆ ಏರಿಕೆಯಾಗಿದೆ. ಒರಾಕಲ್ ಷೇರುಗಳ ಮೌಲ್ಯ ಒಂದೇ ದಿನದಲ್ಲಿ ಶೇಕಡಾ 41 ರಷ್ಟು ಏರಿಕೆ ಕಂಡಿದ್ದು, ಇದರಿಂದ ಎಲಿಸನ್ ಸಂಪತ್ತಿನಲ್ಲಿ ಭಾರೀ ಜಿಗಿತ ಕಂಡುಬಂದಿದೆ. ಕೃತಕ ಬುದ್ಧಿಮತ್ತೆ ಕ್ಷೇತ್ರದಲ್ಲಿ ಒರಾಕಲ್‌ನ ಕ್ಲೌಡ್ ಸೇವೆಗಳಿಗೆ ಬೇಡಿಕೆ ಹೆಚ್ಚಾಗಿರುವುದು ಈ ಏರಿಕೆಗೆ ಕಾರಣವಾಗಿದೆ. ಇದೇ ಮೊದಲ ಬಾರಿಗೆ ಎಲಿಸನ್ ವಿಶ್ವದ ನಂ.1 ಶ್ರೀಮಂತರ ಪಟ್ಟಕ್ಕೇರಿದ್ದಾರೆ. 2021 ರಿಂದ ಮಸ್ಕ್ ಈ ಸ್ಥಾನದಲ್ಲಿದ್ದರು. ಎಲಿಸನ್ ಅವರ ಸಂಪತ್ತು ಒಂದೇ ದಿನದಲ್ಲಿ 101 ಬಿಲಿಯನ್ ಡಾಲರ್ ಹೆಚ್ಚಾಗಿದೆ. bbox=[21, 1963, 293, 2164]
photo-rahul-gandhi bbox=[735, 95, 1204, 451]
headline: ಕುಕ್ಕರ್‌ನಿಂದ ಹೊಡೆದು ಭೀಕರ ಕೊಲೆ bbox=[21, 1096, 295, 1123]
photo-zoo-lions bbox=[630, 2029, 963, 2207]
caption-nepal-deaths: ನೇಪಾಳ ಪ್ರತಿಭಟನೆಯಲ್ಲಿ ಮೃತರ ಸಂಖ್ಯೆ 34ಕ್ಕೆ ಏರಿಕೆ bbox=[641, 785, 1203, 812]
article-rahul bbox=[10, 95, 733, 451]
dateline: ಗರಿಯಾಬಾದ್: bbox=[1219, 140, 1279, 155]
dateline: ಅಮೆರಿಕ: bbox=[23, 1536, 58, 1549]
headline: ಲಕ್ನೋದಲ್ಲಿ ಬಸ್ ಕಂದಕಕ್ಕೆ ಉರುಳಿ ಬಿದ್ದು ಐವರು ಸಾವು bbox=[694, 1425, 1184, 1509]
article-body-army: ನವದೆಹಲಿ: ರಷ್ಯಾ ಸೇನೆಗೆ ಸೇರುವ ಯಾವುದೇ ಆಫರ್‌ಗಳಿಂದ ದೂರವಿರುವಂತೆ ಭಾರತ ಸರ್ಕಾರವು ಭಾರತೀಯ ನಾಗರಿಕರಿಗೆ ಎಚ್ಚರಿಕೆ ನೀಡಿದೆ. ಇದೇ ವೇಳೆ, ಭಾರತೀಯ ಪ್ರಜೆಗಳನ್ನು ತನ್ನ ಸೇನೆಗೆ ನೇಮಕ ಮಾಡಿಕೊಳ್ಳುವ ಪ್ರಕ್ರಿಯೆಯನ್ನು ನಿಲ್ಲಿಸುವಂತೆ ರಷ್ಯಾವನ್ನು ಒತ್ತಾಯಿಸಿದೆ. ಈ ಕುರಿತು ಪ್ರಕಟಣೆ ಹೊರಡಿಸಿರುವ ವಿದೇಶಾಂಗ ವ್ಯವಹಾರಗಳ ಸಚಿವಾಲಯ, ರಷ್ಯಾ ಸೇನೆಯಲ್ಲಿ ಸೇರ್ಪಡೆಗೊಂಡಿರುವ ಭಾರತೀಯರನ್ನು ಬಿಡುಗಡೆ ಮಾಡುವಂತೆ ಮನವಿ ಮಾಡಲಾಗಿದೆ ಎಂದು ತಿಳಿಸಿದೆ. ರಷ್ಯಾ ಸೇನೆಗೆ ನೇಮಕಗೊಂಡ ಭಾರತೀಯರ ಬಗ್ಗೆ ಇತ್ತೀಚಿನ ವರದಿಗಳನ್ನು ನಾವು ನೋಡಿದ್ದೇವೆ. ಇದರಲ್ಲಿರುವ ಅಪಾಯಗಳ ಬಗ್ಗೆ ಸರ್ಕಾರ ಈ ಹಿಂದೆ ಹಲವು ಬಾರಿ ಎಚ್ಚರಿಕೆ ನೀಡಿದೆ ಎಂದು ವಿದೇಶಾಂಗ ಸಚಿವಾಲಯದ ವಕ್ತಾರ ರಣಧೀರ್ ಜೈಸ್ವಾಲ್ ಹೇಳಿದ್ದಾರೆ. ಸಂತ್ರಸ್ತರ ಕುಟುಂಬಗಳ ಸಂಪರ್ಕದಲ್ಲಿದ್ದು ಅವರನ್ನು ಸುರಕ್ಷಿತವಾಗಿ ಭಾರತಕ್ಕೆ ಕರೆತರಲು ಎಲ್ಲಾ ಪ್ರಯತ್ನ ಮಾಡಲಾಗುತ್ತಿದೆ ಎಂದು ಅವರು ತಿಳಿಸಿದ್ದಾರೆ. ನಕಲಿ ಉದ್ಯೋಗ ಆಮಿಷಗಳಿಗೆ ಬಲಿಯಾಗದಂತೆ ಸಾರ್ವಜನಿಕರಿಗೆ ಸಲಹೆ ನೀಡಲಾಗಿದೆ. bbox=[1219, 973, 1508, 1217]
dateline: ನವದೆಹಲಿ: bbox=[1219, 973, 1263, 988]
dateline: ಬ್ಯಾಂಕಾಕ್: bbox=[330, 2031, 371, 2044]
article-body: ಹೈದರಾಬಾದ್ (ತೆಲಂಗಾಣ): ಇತ್ತೀಚೆಗೆ ಸುರಿದ ಭಾರೀ ಮಳೆಯಿಂದ ಮಹಾನಗರದ ಹಲವು ಪ್ರದೇಶಗಳು ಜಲಾವೃತಗೊಂಡಿವೆ. ಗುರುವಾರ ಸಂಜೆ ಸುರಿದ ಧಾರಾಕಾರ ಮಳೆಯಿಂದ ರಸ್ತೆಗಳು ಹೊಳೆಯಂತಾಗಿದ್ದು ವಾಹನ ಸವಾರರು ಪರದಾಡುವಂತಾಯಿತು. ಪಂಜಾಗುಟ್ಟ, ಅಮೀರ್‌ಪೇಟ್, ಖೈರತಾಬಾದ್, ಮಾಸಾಬ್ ಟ್ಯಾಂಕ್, ಬಂಜಾರ ಹಿಲ್ಸ್, ಜೂಬ್ಲಿ ಹಿಲ್ಸ್, ಮಾದಾಪುರ ಮತ್ತು ಗಚ್ಚಿಬೌಲಿ ಸೇರಿದಂತೆ ಹಲವು ಪ್ರದೇಶಗಳಲ್ಲಿ ರಸ್ತೆಗಳ ಮೇಲೆ ಭಾರೀ ಪ್ರಮಾಣದ ನೀರು ನಿಂತಿದೆ. ತಗ್ಗು ಪ್ರದೇಶಗಳಲ್ಲಿನ ಮನೆಗಳಿಗೆ ನೀರು ನುಗ್ಗಿ ಜನರು ತೊಂದರೆ ಅನುಭವಿಸಿದರು. ಹಲವೆಡೆ ಸಂಚಾರ ದಟ್ಟಣೆ ಉಂಟಾಗಿ ಕಿಲೋಮೀಟರ್‌ಗಟ್ಟಲೆ ವಾಹನಗಳು ಸಾಲುಗಟ್ಟಿ ನಿಂತಿದ್ದವು. ಜಿಎಚ್‌ಎಂಸಿ ಸಿಬ್ಬಂದಿ ಹಾಗೂ ವಿಪತ್ತು ನಿರ್ವಹಣಾ ತಂಡಗಳು ನೀರನ್ನು ಹೊರಹಾಕುವ ಕಾರ್ಯದಲ್ಲಿ ತೊಡಗಿವೆ. ಮುಂದಿನ ಎರಡು ದಿನ ಮಳೆ ಮುಂದುವರಿಯುವ ಸಾಧ್ಯತೆ ಇದ್ದು ಎಚ್ಚರಿಕೆಯಿಂದ ಇರುವಂತೆ ಹವಾಮಾನ ಇಲಾಖೆ ಸೂಚಿಸಿದೆ. ಅಗತ್ಯವಿದ್ದರೆ ಮಾತ್ರ ಮನೆಯಿಂದ ಹೊರಬರುವಂತೆ ಅಧಿಕಾರಿಗಳು ಮನವಿ ಮಾಡಿದ್ದಾರೆ. bbox=[393, 1189, 1193, 1271]
zoo-content-panel bbox=[322, 2021, 973, 2397]
